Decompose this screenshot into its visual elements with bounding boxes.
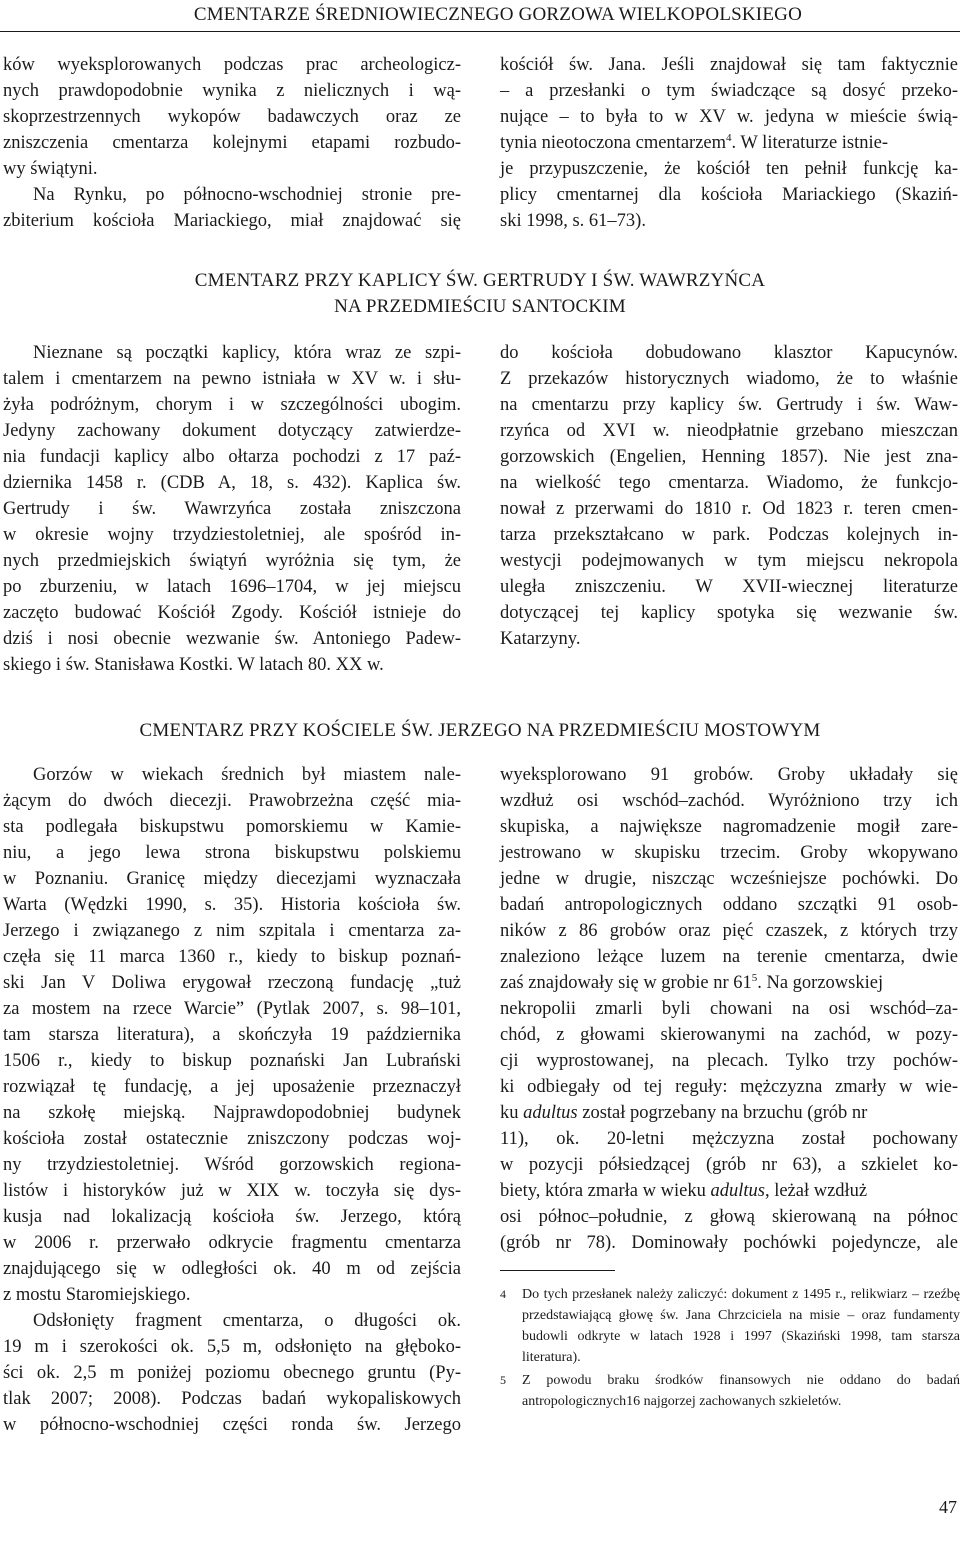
text-line: Odsłonięty fragment cmentarza, o długości ok. bbox=[33, 1311, 461, 1331]
text-line: Jedyny zachowany dokument dotyczący zatwierdze- bbox=[3, 421, 461, 441]
text-line: Jerzego i związanego z nim szpitala i cmentarza za- bbox=[3, 921, 461, 941]
text-line: ków wyeksplorowanych podczas prac archeologicz- bbox=[3, 55, 461, 75]
text-line: talem i cmentarzem na pewno istniała w XV w. i słu- bbox=[3, 369, 461, 389]
footnote-text: Z powodu braku środków finansowych nie oddano do badań antropologicznych16 najgorzej zachowanych szkieletów. bbox=[522, 1373, 960, 1409]
text-line: zniszczenia cmentarza kolejnymi etapami rozbudo- bbox=[3, 133, 461, 153]
text-line: nował z przerwami do 1810 r. Od 1823 r. teren cmen- bbox=[500, 499, 958, 519]
footnote-ref: 5 bbox=[751, 971, 758, 984]
text-line: skiego i św. Stanisława Kostki. W latach 80. XX w. bbox=[3, 655, 384, 675]
text-line: osi północ–południe, z głową skierowaną na północ bbox=[500, 1207, 958, 1227]
text-line: dotyczącej tej kaplicy spotyka się wezwanie św. bbox=[500, 603, 958, 623]
text-line: wzdłuż osi wschód–zachód. Wyróżniono trzy ich bbox=[500, 791, 958, 811]
text-line: rzyńca od XVI w. nieodpłatnie grzebano mieszczan bbox=[500, 421, 958, 441]
text-line: Gorzów w wiekach średnich był miastem nale- bbox=[33, 765, 461, 785]
text-line: w okresie wojny trzydziestoletniej, ale spośród in- bbox=[3, 525, 461, 545]
running-header bbox=[0, 0, 960, 34]
text-line: na wielkość tego cmentarza. Wiadomo, że funkcjo- bbox=[500, 473, 958, 493]
text-line: biety, która zmarła w wieku adultus, leżał wzdłuż bbox=[500, 1181, 868, 1201]
footnote-5 bbox=[500, 1370, 960, 1412]
text-line: żyła podróżnym, chorym i w szczególności ubogim. bbox=[3, 395, 461, 415]
section2-title-line2: NA PRZEDMIEŚCIU SANTOCKIM bbox=[334, 296, 626, 317]
section3-right-column bbox=[500, 762, 958, 1256]
section2-left-column bbox=[3, 340, 461, 678]
text-line: Na Rynku, po północno-wschodniej stronie pre- bbox=[33, 185, 461, 205]
text-line: je przypuszczenie, że kościół ten pełnił funkcję ka- bbox=[500, 159, 958, 179]
text-line: cji wyprostowanej, na plecach. Tylko trzy pochów- bbox=[500, 1051, 958, 1071]
text-line: za mostem na rzece Warcie” (Pytlak 2007, s. 98–101, bbox=[3, 999, 461, 1019]
text-line: badań antropologicznych oddano szczątki 91 osob- bbox=[500, 895, 958, 915]
text-line: 11), ok. 20-letni mężczyzna został pochowany bbox=[500, 1129, 958, 1149]
page-number: 47 bbox=[939, 1497, 957, 1517]
text-line: znaleziono leżące luzem na terenie cmentarza, dwie bbox=[500, 947, 958, 967]
text-line: nych przedmiejskich świątyń wyróżnia się tym, że bbox=[3, 551, 461, 571]
latin-term: adultus bbox=[523, 1103, 578, 1123]
section1-right-column bbox=[500, 52, 958, 234]
text-line: westycji podejmowanych w tym miejscu nekropola bbox=[500, 551, 958, 571]
text-line: tynia nieotoczona cmentarzem$^4$. W literaturze istnie- bbox=[500, 131, 889, 153]
text-line: skoprzestrzennych wykopów badawczych oraz ze bbox=[3, 107, 461, 127]
text-line: (grób nr 78). Dominowały pochówki pojedyncze, ale bbox=[500, 1233, 958, 1253]
text-line: 1506 r., kiedy to biskup poznański Jan Lubrański bbox=[3, 1051, 461, 1071]
text-line: kościoła został ostatecznie zniszczony podczas woj- bbox=[3, 1129, 461, 1149]
text-line: – a przesłanki o tym świadczące są dosyć przeko- bbox=[500, 81, 958, 101]
text-line: kościół św. Jana. Jeśli znajdował się tam faktycznie bbox=[500, 55, 958, 75]
footnote-text: Do tych przesłanek należy zaliczyć: dokument z 1495 r., relikwiarz – rzeźbę przedstawiającą głowę św. Jana Chrzciciela na misie – oraz fundamenty budowli odkryte w latach 1928 i 1997 (Skaziński 1998, tam starsza literatura). bbox=[522, 1287, 960, 1365]
section3-left-column bbox=[3, 762, 461, 1438]
section2-right-column bbox=[500, 340, 958, 652]
text-line: ny trzydziestoletniej. Wśród gorzowskich regiona- bbox=[3, 1155, 461, 1175]
text-line: na cmentarzu przy kaplicy św. Gertrudy i św. Waw- bbox=[500, 395, 958, 415]
text-line: w 2006 r. przerwało odkrycie fragmentu cmentarza bbox=[3, 1233, 461, 1253]
text-line: znajdującego się w odległości ok. 40 m od zejścia bbox=[3, 1259, 461, 1279]
text-line: gorzowskich (Engelien, Henning 1857). Nie jest zna- bbox=[500, 447, 958, 467]
text-line: jestrowano w skupisku trzecim. Groby wkopywano bbox=[500, 843, 958, 863]
text-line: tarza przekształcano w park. Podczas kolejnych in- bbox=[500, 525, 958, 545]
text-line: rozwiązał tę fundację, a jej uposażenie przeznaczył bbox=[3, 1077, 461, 1097]
text-line: tam starsza literatura), a skończyła 19 października bbox=[3, 1025, 461, 1045]
text-line: wy świątyni. bbox=[3, 159, 98, 179]
text-line: ki odbiegały od tej reguły: mężczyzna zmarły w wie- bbox=[500, 1077, 958, 1097]
text-line: kusja nad lokalizacją kościoła św. Jerzego, którą bbox=[3, 1207, 461, 1227]
text-line: do kościoła dobudowano klasztor Kapucynów. bbox=[500, 343, 958, 363]
footnote-4 bbox=[500, 1284, 960, 1368]
text-line: 19 m i szerokości ok. 5,5 m, odsłonięto na głęboko- bbox=[3, 1337, 461, 1357]
text-line: ku adultus został pogrzebany na brzuchu (grób nr bbox=[500, 1103, 868, 1123]
text-line: w północno-wschodniej części ronda św. Jerzego bbox=[3, 1415, 461, 1435]
text-line: wyeksplorowano 91 grobów. Groby układały się bbox=[500, 765, 958, 785]
text-line: dziernika 1458 r. (CDB A, 18, s. 432). Kaplica św. bbox=[3, 473, 461, 493]
text-line: w Poznaniu. Granicę między diecezjami wyznaczała bbox=[3, 869, 461, 889]
header-rule bbox=[0, 31, 960, 32]
section1-left-column bbox=[3, 52, 461, 234]
text-line: zaś znajdowały się w grobie nr $61^5$. Na gorzowskiej bbox=[500, 971, 884, 993]
text-line: Nieznane są początki kaplicy, która wraz ze szpi- bbox=[33, 343, 461, 363]
text-line: na szkołę miejską. Najprawdopodobniej budynek bbox=[3, 1103, 461, 1123]
text-line: zaczęto budować Kościół Zgody. Kościół istnieje do bbox=[3, 603, 461, 623]
text-line: żącym do dwóch diecezji. Prawobrzeżna część mia- bbox=[3, 791, 461, 811]
text-line: zbiterium kościoła Mariackiego, miał znajdować się bbox=[3, 211, 461, 231]
text-line: sta podlegała biskupstwu pomorskiemu w Kamie- bbox=[3, 817, 461, 837]
text-line: w pozycji półsiedzącej (grób nr 63), a szkielet ko- bbox=[500, 1155, 958, 1175]
text-line: częła się 11 marca 1360 r., kiedy to biskup poznań- bbox=[3, 947, 461, 967]
text-line: Warta (Wędzki 1990, s. 35). Historia kościoła św. bbox=[3, 895, 461, 915]
text-line: nia fundacji kaplicy albo ołtarza pochodzi z 17 paź- bbox=[3, 447, 461, 467]
text-line: chód, z głowami skierowanymi na zachód, w pozy- bbox=[500, 1025, 958, 1045]
text-line: skupiska, a największe nagromadzenie mogił zare- bbox=[500, 817, 958, 837]
text-line: ników z 86 grobów oraz pięć czaszek, z których trzy bbox=[500, 921, 958, 941]
running-title: CMENTARZE ŚREDNIOWIECZNEGO GORZOWA WIELKOPOLSKIEGO bbox=[193, 4, 802, 25]
text-line: Gertrudy i św. Wawrzyńca została zniszczona bbox=[3, 499, 461, 519]
text-line: tlak 2007; 2008). Podczas badań wykopaliskowych bbox=[3, 1389, 461, 1409]
text-line: plicy cmentarnej dla kościoła Mariackiego (Skaziń- bbox=[500, 185, 958, 205]
text-line: ski 1998, s. 61–73). bbox=[500, 211, 646, 231]
footnote-number: 4 bbox=[500, 1287, 506, 1301]
text-line: nekropolii zmarli byli chowani na osi wschód–za- bbox=[500, 999, 958, 1019]
text-line: uległa zniszczeniu. W XVII-wiecznej literaturze bbox=[500, 577, 958, 597]
text-line: niu, a jego lewa strona biskupstwu polskiemu bbox=[3, 843, 461, 863]
section3-title: CMENTARZ PRZY KOŚCIELE ŚW. JERZEGO NA PRZEDMIEŚCIU MOSTOWYM bbox=[139, 720, 821, 741]
text-line: Katarzyny. bbox=[500, 629, 581, 649]
text-line: nych prawdopodobnie wynika z nielicznych i wą- bbox=[3, 81, 461, 101]
section2-title-line1: CMENTARZ PRZY KAPLICY ŚW. GERTRUDY I ŚW. WAWRZYŃCA bbox=[194, 270, 766, 291]
text-line: nujące – to była to w XV w. jedyna w mieście świą- bbox=[500, 107, 958, 127]
text-line: po zburzeniu, w latach 1696–1704, w jej miejscu bbox=[3, 577, 461, 597]
footnote-ref: 4 bbox=[726, 131, 732, 144]
text-line: ski Jan V Doliwa erygował rzeczoną fundację „tuż bbox=[3, 973, 461, 993]
text-line: jedne w drugie, niszcząc wcześniejsze pochówki. Do bbox=[500, 869, 958, 889]
text-line: ści ok. 2,5 m poniżej poziomu obecnego gruntu (Py- bbox=[3, 1363, 461, 1383]
footnote-number: 5 bbox=[500, 1373, 506, 1387]
text-line: dziś i nosi obecnie wezwanie św. Antoniego Padew- bbox=[3, 629, 461, 649]
text-line: z mostu Staromiejskiego. bbox=[3, 1285, 191, 1305]
footnote-rule bbox=[500, 1270, 615, 1271]
text-line: Z przekazów historycznych wiadomo, że to właśnie bbox=[500, 369, 958, 389]
latin-term: adultus bbox=[710, 1181, 765, 1201]
text-line: listów i historyków już w XIX w. toczyła się dys- bbox=[3, 1181, 461, 1201]
